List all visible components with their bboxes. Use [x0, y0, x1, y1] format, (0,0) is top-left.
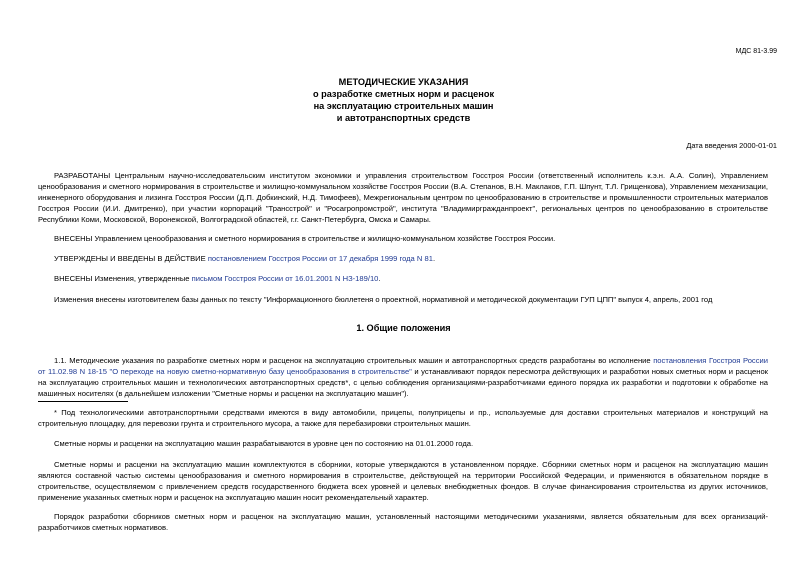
footnote-text: * Под технологическими автотранспортными средствами имеются в виду автомобили, прицепы, полуприцепы и пр., используемые для доставки строительных материалов и конструкций на строительную площадку, для перевозки грунта и строительного мусора, а также для перебазировки строительных машин. [38, 408, 768, 428]
title-line-4: и автотранспортных средств [336, 113, 471, 123]
approved-link[interactable]: постановлением Госстроя России от 17 декабря 1999 года N 81 [207, 254, 433, 263]
p1-text-b: и устанавливают порядок пересмотра действующих и разработки новых сметных норм и расценок на эксплуатацию строительных машин и технологических автотранспортных средств*, с целью соблюдения организациями-разработчиками единого порядка их разработки и подготовки к обработке на машинных носителях (в дальнейшем изложении "Сметные нормы и расценки на эксплуатацию машин"). [38, 367, 768, 398]
amended-end: . [378, 274, 381, 283]
changes-note [38, 294, 768, 305]
amended-text: ВНЕСЕНЫ Изменения, утвержденные [54, 274, 192, 283]
amended-link[interactable]: письмом Госстроя России от 16.01.2001 N НЗ-189/10 [191, 274, 379, 283]
title-line-2: о разработке сметных норм и расценок [312, 89, 495, 99]
p4-text: Порядок разработки сборников сметных норм и расценок на эксплуатацию машин, установленный настоящими методическими указаниями, является обязательным для всех организаций-разработчиков сметных нормативов. [38, 512, 768, 532]
p1-text-a: 1.1. Методические указания по разработке сметных норм и расценок на эксплуатацию строительных машин и автотранспортных средств разработаны во исполнение [54, 356, 654, 365]
developed-text: РАЗРАБОТАНЫ Центральным научно-исследовательским институтом экономики и управления строительством Госстроя России (ответственный исполнитель к.э.н. А.А. Солин), Управлением ценообразования и сметного нормирования в строительстве и жилищно-коммунальном хозяйстве Госстроя России (В.А. Степанов, В.Н. Маклаков, Г.П. Шпунт, Т.Л. Грищенкова), Управлением механизации, инженерного оборудования и лизинга Госстроя России (Д.П. Добкинский, Н.Д. Тимофеев), Межрегиональным центром по ценообразованию в строительстве и промышленности строительных материалов Госстроя России (И.И. Дмитренко), при участии корпораций "Трансстрой" и "Росагропромстрой", института "Владимиргражданпроект", региональных центров по ценообразованию в строительстве Республики Коми, Московской, Воронежской, Волгоградской областей, г.г. Санкт-Петербурга, Омска и Самары. [38, 171, 768, 224]
footnote [38, 407, 768, 429]
approved-text: УТВЕРЖДЕНЫ И ВВЕДЕНЫ В ДЕЙСТВИЕ [54, 254, 208, 263]
title-line-3: на эксплуатацию строительных машин [313, 101, 494, 111]
p3-text: Сметные нормы и расценки на эксплуатацию машин комплектуются в сборники, которые утверждаются в установленном порядке. Сборники сметных норм и расценок на эксплуатацию машин являются составной частью системы ценообразования и сметного нормирования в строительстве, действующей на территории Российской Федерации, и применяются в обязательном порядке в строительстве, осуществляемом с привлечением средств государственного бюджета всех уровней и целевых внебюджетных фондов. В случае финансирования строительства из других источников, применение указанных сметных норм и расценок на эксплуатацию машин носит рекомендательный характер. [38, 460, 768, 502]
introduced-text: ВНЕСЕНЫ Управлением ценообразования и сметного нормирования в строительстве и жилищно-коммунальном хозяйстве Госстроя России. [54, 234, 556, 243]
section-paragraph-1 [38, 355, 768, 399]
approved-end: . [432, 254, 436, 263]
introduced-paragraph [38, 233, 768, 244]
p1-link[interactable]: постановления Госстроя России от 11.02.98 N 18-15 "О переходе на новую сметно-нормативную базу ценообразования в строительстве" [38, 356, 768, 376]
section-paragraph-4 [38, 511, 768, 533]
document-title [0, 76, 807, 124]
introduction-date: Дата введения 2000-01-01 [686, 141, 777, 150]
section-heading: 1. Общие положения [356, 323, 451, 333]
amended-paragraph [38, 273, 768, 284]
document-code: МДС 81-3.99 [735, 48, 777, 55]
changes-note-text: Изменения внесены изготовителем базы данных по тексту "Информационного бюллетеня о проектной, нормативной и методической документации ГУП ЦПП" выпуск 4, апрель, 2001 год [54, 295, 713, 304]
approved-paragraph [38, 253, 768, 264]
section-paragraph-3 [38, 459, 768, 503]
p2-text: Сметные нормы и расценки на эксплуатацию машин разрабатываются в уровне цен по состоянию на 01.01.2000 года. [54, 439, 474, 448]
section-paragraph-2 [38, 438, 768, 449]
footnote-divider [38, 401, 128, 402]
developed-paragraph [38, 170, 768, 225]
title-line-1: МЕТОДИЧЕСКИЕ УКАЗАНИЯ [338, 77, 469, 87]
